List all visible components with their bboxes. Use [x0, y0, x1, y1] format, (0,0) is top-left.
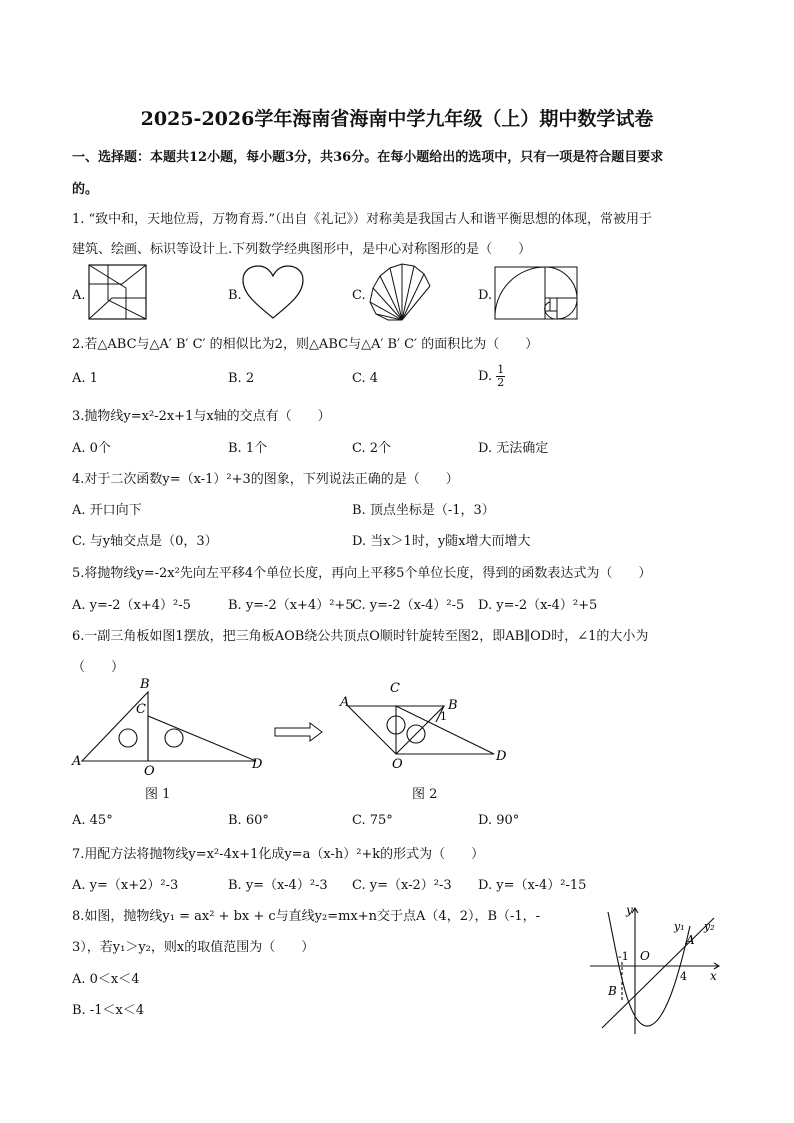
fig1-label-c: C — [136, 702, 146, 717]
q8-graph — [588, 900, 724, 1036]
q6-figure-2 — [332, 676, 512, 776]
q2-fraction-denominator: 2 — [497, 376, 505, 389]
q2-stem: 2.若△ABC与△A′ B′ C′ 的相似比为2，则△ABC与△A′ B′ C′ 的面积比为（ ） — [72, 337, 539, 352]
q1-figure-d-golden-spiral — [494, 266, 578, 320]
graph-label-x: x — [710, 969, 717, 983]
section-header-line2: 的。 — [72, 182, 99, 197]
graph-label-b: B — [608, 984, 617, 998]
graph-label-y1: y₁ — [674, 920, 685, 933]
q8-stem-line1: 8.如图，抛物线y₁ = ax² + bx + c与直线y₂=mx+n交于点A（4，2），B（-1，- — [72, 909, 541, 924]
q2-option-d[interactable] — [478, 364, 505, 389]
q6-option-a[interactable]: A. 45° — [72, 813, 113, 828]
graph-label-neg1: -1 — [618, 950, 629, 963]
graph-label-y: y — [626, 903, 633, 917]
q7-stem: 7.用配方法将抛物线y=x²-4x+1化成y=a（x-h）²+k的形式为（ ） — [72, 847, 485, 862]
q8-stem-line2: 3），若y₁＞y₂，则x的取值范围为（ ） — [72, 940, 315, 955]
q5-option-b[interactable]: B. y=-2（x+4）²+5 — [228, 598, 354, 613]
graph-label-a: A — [686, 933, 695, 947]
fig1-label-o: O — [144, 764, 155, 779]
q1-option-a-label[interactable]: A. — [72, 288, 86, 303]
q2-option-c[interactable]: C. 4 — [352, 371, 379, 386]
q7-option-c[interactable]: C. y=（x-2）²-3 — [352, 878, 452, 893]
graph-label-y2: y₂ — [704, 920, 715, 933]
fig2-label-c: C — [390, 681, 400, 696]
q6-option-b[interactable]: B. 60° — [228, 813, 269, 828]
q6-figure-1-caption: 图 1 — [145, 787, 171, 802]
q4-option-c[interactable]: C. 与y轴交点是（0，3） — [72, 534, 218, 549]
fig1-label-b: B — [140, 677, 150, 692]
q6-stem-line1: 6.一副三角板如图1摆放，把三角板AOB绕公共顶点O顺时针旋转至图2，即AB∥OD时，∠1的大小为 — [72, 629, 649, 644]
q8-option-a[interactable]: A. 0＜x＜4 — [72, 972, 140, 987]
q1-figure-a-pinwheel-square — [88, 264, 148, 320]
fig2-label-a: A — [340, 695, 350, 710]
fig2-label-angle-1: 1 — [440, 710, 447, 723]
q6-figure-1 — [66, 676, 272, 779]
q4-stem: 4.对于二次函数y=（x-1）²+3的图象，下列说法正确的是（ ） — [72, 472, 459, 487]
q2-option-d-label: D. — [478, 369, 493, 384]
q1-option-b-label[interactable]: B. — [228, 288, 242, 303]
q1-figure-c-fan — [368, 262, 434, 322]
q5-option-c[interactable]: C. y=-2（x-4）²-5 — [352, 598, 465, 613]
q6-option-c[interactable]: C. 75° — [352, 813, 393, 828]
q3-option-d[interactable]: D. 无法确定 — [478, 441, 549, 456]
q6-option-d[interactable]: D. 90° — [478, 813, 520, 828]
q3-option-b[interactable]: B. 1个 — [228, 441, 268, 456]
q7-option-a[interactable]: A. y=（x+2）²-3 — [72, 878, 179, 893]
q2-option-b[interactable]: B. 2 — [228, 371, 255, 386]
q5-option-d[interactable]: D. y=-2（x-4）²+5 — [478, 598, 598, 613]
q5-option-a[interactable]: A. y=-2（x+4）²-5 — [72, 598, 191, 613]
q1-option-c-label[interactable]: C. — [352, 288, 366, 303]
graph-label-origin: O — [640, 949, 650, 963]
q1-option-d-label[interactable]: D. — [478, 288, 493, 303]
q1-stem-line1: 1. “致中和，天地位焉，万物育焉.”（出自《礼记》）对称美是我国古人和谐平衡思想的体现，常被用于 — [72, 212, 652, 227]
fig1-label-d: D — [252, 757, 263, 772]
q2-option-d-fraction — [496, 364, 505, 389]
q6-figure-2-caption: 图 2 — [412, 787, 438, 802]
section-header-line1: 一、选择题：本题共12小题，每小题3分，共36分。在每小题给出的选项中，只有一项是符合题目要求 — [72, 150, 664, 165]
q3-stem: 3.抛物线y=x²-2x+1与x轴的交点有（ ） — [72, 409, 331, 424]
q4-option-a[interactable]: A. 开口向下 — [72, 503, 142, 518]
graph-label-4: 4 — [680, 970, 687, 983]
page-title: 2025-2026学年海南省海南中学九年级（上）期中数学试卷 — [140, 108, 654, 130]
fig1-label-a: A — [72, 754, 82, 769]
q8-option-b[interactable]: B. -1＜x＜4 — [72, 1003, 145, 1018]
fig2-label-d: D — [496, 749, 507, 764]
q3-option-c[interactable]: C. 2个 — [352, 441, 392, 456]
right-arrow-icon — [274, 722, 324, 742]
q7-option-b[interactable]: B. y=（x-4）²-3 — [228, 878, 328, 893]
q2-fraction-numerator: 1 — [497, 363, 505, 376]
q1-figure-b-heart — [242, 266, 304, 320]
q7-option-d[interactable]: D. y=（x-4）²-15 — [478, 878, 587, 893]
q3-option-a[interactable]: A. 0个 — [72, 441, 111, 456]
fig2-label-o: O — [392, 757, 403, 772]
q1-stem-line2: 建筑、绘画、标识等设计上.下列数学经典图形中，是中心对称图形的是（ ） — [72, 242, 532, 257]
q6-stem-line2: （ ） — [72, 660, 125, 675]
q4-option-b[interactable]: B. 顶点坐标是（-1，3） — [352, 503, 495, 518]
fig2-label-b: B — [448, 698, 458, 713]
q4-option-d[interactable]: D. 当x＞1时，y随x增大而增大 — [352, 534, 531, 549]
q2-option-a[interactable]: A. 1 — [72, 371, 98, 386]
q5-stem: 5.将抛物线y=-2x²先向左平移4个单位长度，再向上平移5个单位长度，得到的函数表达式为（ ） — [72, 566, 652, 581]
